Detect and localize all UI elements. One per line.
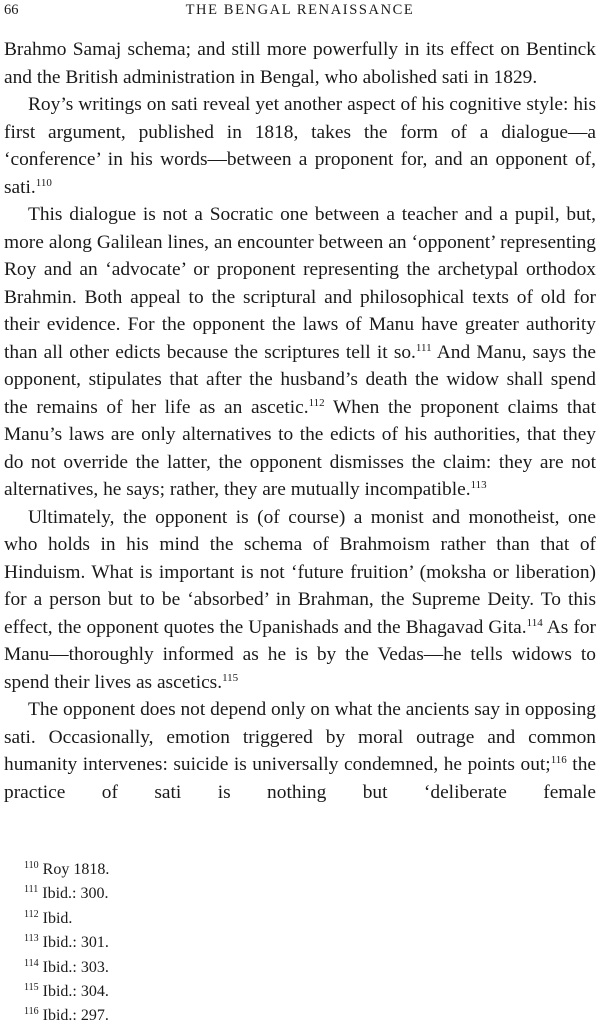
footnote-text: Ibid.: 303.: [38, 958, 109, 976]
footnote-reference: 112: [308, 396, 325, 409]
footnote-reference: 114: [526, 616, 543, 629]
footnote: [24, 980, 109, 1004]
footnote: [24, 1004, 109, 1028]
footnote-number: 116: [24, 1006, 39, 1018]
paragraph-text: This dialogue is not a Socratic one between a teacher and a pupil, but, more along Galilean lines, an encounter between an ‘opponent’ representing Roy and an ‘advocate’ or proponent representing the archetypal orthodox Brahmin. Both appeal to the scriptural and philosophical texts of old for their evidence. For the opponent the laws of Manu have greater authority than all other edicts because the scriptures tell it so.: [4, 204, 596, 363]
footnote-text: Ibid.: [38, 909, 73, 927]
body-text: [4, 36, 596, 806]
paragraph-text: When the proponent claims that Manu’s laws are only alternatives to the edicts of his authorities, that they do not override the latter, the opponent dismisses the claim: they are not alternatives, he says; rather, they are mutually incompatible.: [4, 396, 596, 500]
footnote-number: 114: [24, 957, 39, 969]
footnote: [24, 882, 109, 906]
footnote-reference: 113: [470, 479, 487, 491]
footnote-reference: 116: [550, 754, 567, 766]
footnote-text: Ibid.: 300.: [38, 885, 109, 903]
footnote-reference: 115: [222, 671, 239, 684]
paragraph: [4, 36, 596, 91]
footnotes: [24, 858, 109, 1029]
paragraph-text: Brahmo Samaj schema; and still more powerfully in its effect on Bentinck and the British administration in Bengal, who abolished sati in 1829.: [4, 39, 596, 88]
footnote: [24, 931, 109, 955]
footnote-number: 111: [24, 884, 39, 896]
page-number: 66: [4, 2, 19, 18]
paragraph-text: And Manu, says the opponent, stipulates that after the husband’s death the widow shall spend the remains of her life as an ascetic.: [4, 341, 596, 418]
running-title: THE BENGAL RENAISSANCE: [185, 2, 415, 18]
paragraph: [4, 696, 596, 806]
footnote-text: Ibid.: 297.: [38, 1007, 109, 1025]
paragraph: [4, 504, 596, 697]
paragraph-text: The opponent does not depend only on what the ancients say in opposing sati. Occasionally, emotion triggered by moral outrage and common humanity intervenes: suicide is universally condemned, he points out;: [4, 699, 596, 775]
footnote-number: 112: [24, 908, 39, 920]
paragraph: [4, 91, 596, 201]
footnote-text: Ibid.: 304.: [38, 983, 109, 1001]
footnote-number: 113: [24, 933, 39, 945]
footnote-number: 115: [24, 982, 39, 994]
paragraph-text: As for Manu—thoroughly informed as he is by the Vedas—he tells widows to spend their lives as ascetics.: [4, 616, 596, 693]
footnote: [24, 858, 109, 882]
footnote-reference: 110: [35, 176, 52, 189]
footnote: [24, 956, 109, 980]
paragraph-text: Roy’s writings on sati reveal yet another aspect of his cognitive style: his first argument, published in 1818, takes the form of a dialogue—a ‘conference’ in his words—between a proponent for, and an opponent of, sati.: [4, 94, 596, 198]
footnote: [24, 907, 109, 931]
footnote-reference: 111: [415, 341, 432, 354]
footnote-text: Ibid.: 301.: [38, 934, 109, 952]
page-header: [4, 2, 596, 24]
paragraph-text: Ultimately, the opponent is (of course) a monist and monotheist, one who holds in his mind the schema of Brahmoism rather than that of Hinduism. What is important is not ‘future fruition’ (moksha or liberation) for a person but to be ‘absorbed’ in Brahman, the Supreme Deity. To this effect, the opponent quotes the Upanishads and the Bhagavad Gita.: [4, 506, 596, 638]
paragraph: [4, 201, 596, 504]
footnote-number: 110: [24, 860, 39, 871]
footnote-text: Roy 1818.: [38, 861, 110, 878]
paragraph-text: the practice of sati is nothing but ‘deliberate female: [4, 754, 597, 803]
